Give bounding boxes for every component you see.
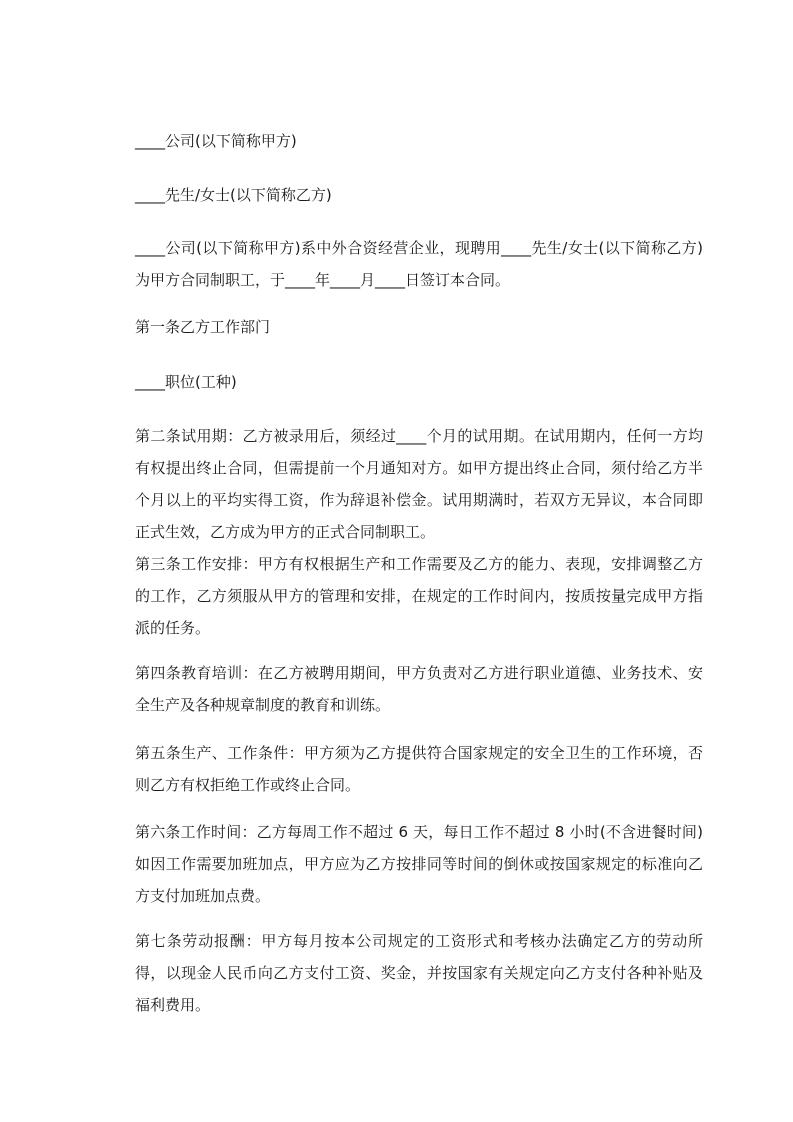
contract-intro-paragraph: ____公司(以下简称甲方)系中外合资经营企业，现聘用____先生/女士(以下简称乙方)为甲方合同制职工，于____年____月____日签订本合同。 xyxy=(135,239,703,289)
article-1-title: 第一条乙方工作部门 xyxy=(135,318,271,336)
article-4-training: 第四条教育培训：在乙方被聘用期间，甲方负责对乙方进行职业道德、业务技术、安全生产及各种规章制度的教育和训练。 xyxy=(135,664,703,714)
article-1-position: ____职位(工种) xyxy=(135,373,237,391)
party-b-line: ____先生/女士(以下简称乙方) xyxy=(135,186,332,204)
article-2-probation: 第二条试用期：乙方被录用后，须经过____个月的试用期。在试用期内，任何一方均有权提出终止合同，但需提前一个月通知对方。如甲方提出终止合同，须付给乙方半个月以上的平均实得工资，作为辞退补偿金。试用期满时，若双方无异议，本合同即正式生效，乙方成为甲方的正式合同制职工。 xyxy=(135,427,703,541)
article-5-conditions: 第五条生产、工作条件：甲方须为乙方提供符合国家规定的安全卫生的工作环境，否则乙方有权拒绝工作或终止合同。 xyxy=(135,744,703,794)
article-7-remuneration: 第七条劳动报酬：甲方每月按本公司规定的工资形式和考核办法确定乙方的劳动所得，以现金人民币向乙方支付工资、奖金，并按国家有关规定向乙方支付各种补贴及福利费用。 xyxy=(135,932,703,1014)
article-6-working-hours: 第六条工作时间：乙方每周工作不超过 6 天，每日工作不超过 8 小时(不含进餐时间)如因工作需要加班加点，甲方应为乙方按排同等时间的倒休或按国家规定的标准向乙方支付加班加点费。 xyxy=(135,823,703,905)
article-3-work-arrangement: 第三条工作安排：甲方有权根据生产和工作需要及乙方的能力、表现，安排调整乙方的工作，乙方须服从甲方的管理和安排，在规定的工作时间内，按质按量完成甲方指派的任务。 xyxy=(135,555,703,637)
party-a-line: ____公司(以下简称甲方) xyxy=(135,132,297,150)
